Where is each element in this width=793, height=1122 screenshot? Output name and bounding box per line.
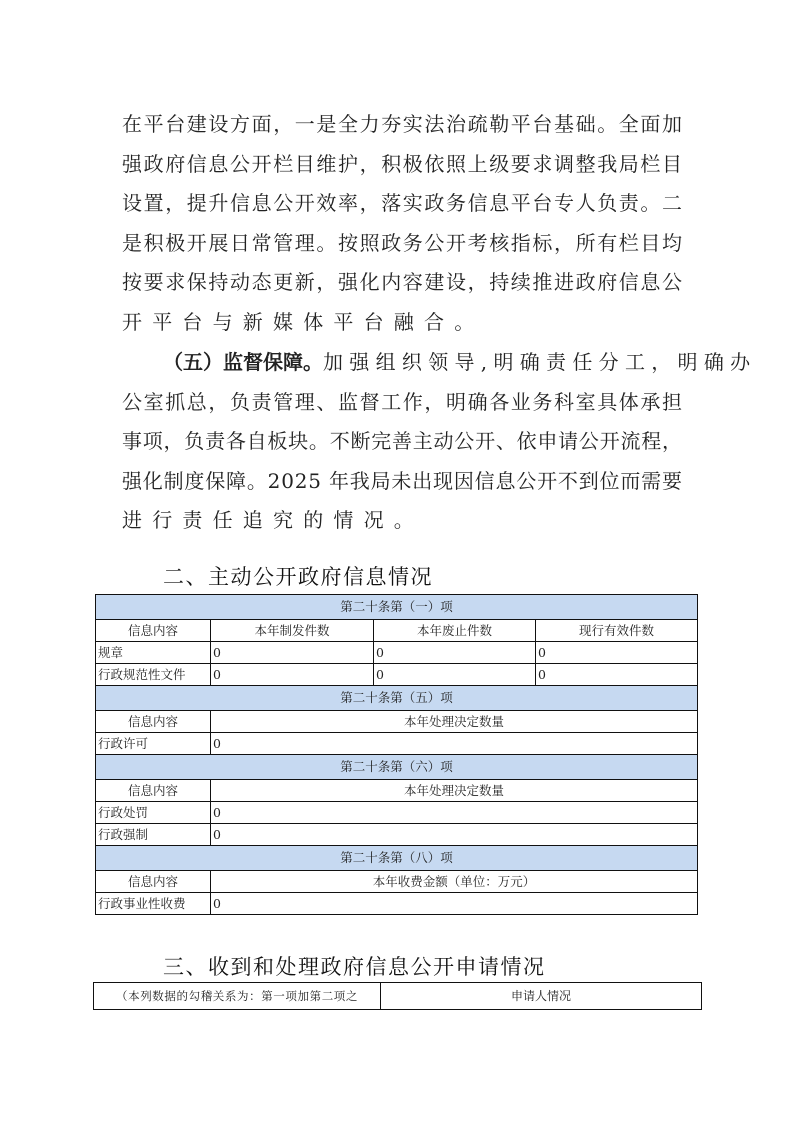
table-band-row — [96, 846, 698, 871]
column-header-applicant: 申请人情况 — [381, 983, 702, 1010]
platform-construction-paragraph — [122, 105, 682, 343]
table-header-row — [96, 871, 698, 893]
table-row — [96, 802, 698, 824]
cell-value: 0 — [211, 642, 374, 664]
supervision-heading: （五）监督保障。 — [163, 350, 323, 374]
cell-value: 0 — [211, 824, 698, 846]
cell-value: 0 — [211, 802, 698, 824]
table-header-row — [96, 620, 698, 642]
column-header: 信息内容 — [96, 711, 211, 733]
row-label: 行政处罚 — [96, 802, 211, 824]
column-header: 本年废止件数 — [374, 620, 536, 642]
application-handling-table — [93, 982, 702, 1010]
row-label: 行政事业性收费 — [96, 893, 211, 915]
proactive-disclosure-table — [95, 594, 698, 915]
column-header: 现行有效件数 — [536, 620, 698, 642]
paragraph-first-line — [122, 343, 757, 383]
cell-value: 0 — [374, 642, 536, 664]
column-header: 本年处理决定数量 — [211, 780, 698, 802]
paragraph-line: 按要求保持动态更新，强化内容建设，持续推进政府信息公 — [122, 270, 684, 295]
table-row — [96, 893, 698, 915]
row-label: 行政强制 — [96, 824, 211, 846]
item5-band: 第二十条第（五）项 — [96, 686, 698, 711]
paragraph-line: 强化制度保障。2025 年我局未出现因信息公开不到位而需要 — [122, 468, 683, 493]
paragraph-line: 事项，负责各自板块。不断完善主动公开、依申请公开流程， — [122, 429, 683, 454]
table-row — [96, 733, 698, 755]
paragraph-line: 是积极开展日常管理。按照政务公开考核指标，所有栏目均 — [122, 230, 684, 255]
paragraph-line: 开平台与新媒体平台融合。 — [122, 309, 485, 334]
table-band-row — [96, 686, 698, 711]
cell-value: 0 — [536, 664, 698, 686]
table-row — [96, 642, 698, 664]
supervision-paragraph — [122, 343, 757, 541]
cell-value: 0 — [211, 733, 698, 755]
column-header: 本年处理决定数量 — [211, 711, 698, 733]
cell-value: 0 — [536, 642, 698, 664]
column-header-note: （本列数据的勾稽关系为：第一项加第二项之 — [94, 983, 381, 1010]
table-band-row — [96, 755, 698, 780]
paragraph-text: 加强组织领导,明确责任分工，明确办 — [323, 350, 757, 374]
item6-band: 第二十条第（六）项 — [96, 755, 698, 780]
column-header: 信息内容 — [96, 780, 211, 802]
table-header-row — [96, 780, 698, 802]
section-three-heading: 三、收到和处理政府信息公开申请情况 — [163, 955, 546, 979]
paragraph-line: 强政府信息公开栏目维护，积极依照上级要求调整我局栏目 — [122, 151, 684, 176]
column-header: 信息内容 — [96, 620, 211, 642]
section-two-heading: 二、主动公开政府信息情况 — [163, 565, 433, 589]
paragraph-line: 在平台建设方面，一是全力夯实法治疏勒平台基础。全面加 — [122, 112, 684, 136]
paragraph-line: 设置，提升信息公开效率，落实政务信息平台专人负责。二 — [122, 191, 684, 216]
row-label: 行政许可 — [96, 733, 211, 755]
item8-band: 第二十条第（八）项 — [96, 846, 698, 871]
column-header: 信息内容 — [96, 871, 211, 893]
table-header-row — [96, 711, 698, 733]
cell-value: 0 — [211, 893, 698, 915]
table-header-row — [94, 983, 702, 1010]
paragraph-line: 进行责任追究的情况。 — [122, 508, 424, 533]
item1-band: 第二十条第（一）项 — [96, 595, 698, 620]
column-header: 本年收费金额（单位：万元） — [211, 871, 698, 893]
table-row — [96, 664, 698, 686]
row-label: 行政规范性文件 — [96, 664, 211, 686]
row-label: 规章 — [96, 642, 211, 664]
cell-value: 0 — [211, 664, 374, 686]
table-row — [96, 824, 698, 846]
paragraph-line: 公室抓总，负责管理、监督工作，明确各业务科室具体承担 — [122, 389, 684, 414]
cell-value: 0 — [374, 664, 536, 686]
column-header: 本年制发件数 — [211, 620, 374, 642]
table-band-row — [96, 595, 698, 620]
